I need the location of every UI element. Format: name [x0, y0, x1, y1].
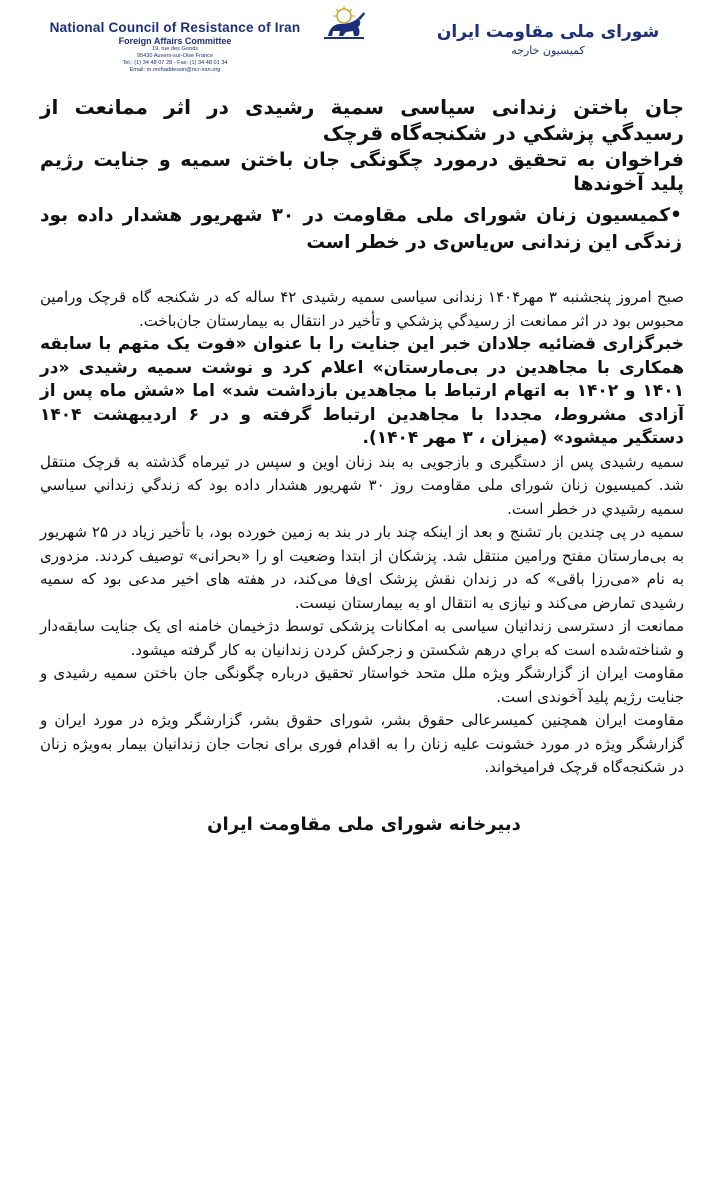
- letterhead: [0, 0, 720, 80]
- paragraph: سمیه در پی چندین بار تشنج و بعد از اینکه چند بار در بند به زمین خورده بود، با تأخیر زیاد در ۲۵ شهریور به بی‌مارستان مفتح ورامین منتقل شد. پزشکان از ابتدا وضعیت او را «بحرانی» توصیف کردند. مزدوری به نام «می‌رزا باقی» که در زندان نقش پزشک ای‌فا می‌کند، در هفته های اخیر مدعی بود که سمیه رشیدی تمارض می‌کند و نیازی به انتقال او به بیمارستان نیست.: [40, 523, 684, 612]
- paragraph: ممانعت از دسترسی زندانیان سیاسی به امکانات پزشکی توسط دژخیمان خامنه ای یک جنایت سابقه‌دار و شناخته‌شده است که براي درهم شکستن و زجرکش کردن زندانیان به کار گرفته میشود.: [40, 617, 684, 659]
- paragraph: مقاومت ایران همچنین کمیسرعالی حقوق بشر، شورای حقوق بشر، گزارشگر ویژه در مورد ایران و گزارشگر ویژه در مورد خشونت علیه زنان را به اقدام فوری برای نجات جان زندانیان بیمار به‌ویژه زنان در شکنجه‌گاه قرچک فرامیخواند.: [40, 711, 684, 776]
- letterhead-address-line: Email: m.mohaddessin@ncr-iran.org: [129, 67, 221, 73]
- letterhead-org-fa: شورای ملی مقاومت ایران: [436, 22, 660, 42]
- letterhead-address-line: 19, rue des Gonds: [151, 46, 199, 52]
- bullet-headline: •کمیسیون زنان شورای ملی مقاومت در ۳۰ شهریور هشدار داده بود زندگی این زندانی س‌یاس‌ی در خطر است: [40, 205, 683, 253]
- letterhead-english: [30, 20, 320, 74]
- paragraph: مقاومت ایران از گزارشگر ویژه ملل متحد خواستار تحقیق درباره چگونگی جان باختن سمیه رشیدی و جنایت رژیم پلید آخوندی است.: [40, 664, 684, 706]
- headline: جان باختن زندانی سیاسی سمیة رشیدی در اثر ممانعت از رسیدگي پزشکي در شکنجه‌گاه قرچک: [40, 95, 684, 145]
- paragraph: سمیه رشیدی پس از دستگیری و بازجویی به بند زنان اوین و سپس در تیرماه گذشته به قرچک منتقل شد. کمیسیون زنان شورای ملی مقاومت روز ۳۰ شهریور هشدار داده بود که زندگي زنداني سياسي سميه رشيدي در خطر است.: [40, 452, 684, 518]
- signature: دبیرخانه شورای ملی مقاومت ایران: [207, 813, 521, 835]
- bold-paragraph: خبرگزاری قضائیه جلادان خبر این جنایت را با عنوان «فوت یک متهم با سابقه همکاری با مجاهدین در بی‌مارستان» اعلام کرد و نوشت سمیه رشیدی «در ۱۴۰۱ و ۱۴۰۲ به اتهام ارتباط با مجاهدین بازداشت شد» اما «شش ماه پس از آزادی مشروط، مجددا با مجاهدین ارتباط گرفته و در ۶ اردیبهشت ۱۴۰۴ دستگیر میشود» (میزان ، ۳ مهر ۱۴۰۴).: [40, 334, 685, 448]
- letterhead-persian: [418, 22, 678, 57]
- lion-and-sun-emblem-icon: [318, 6, 370, 42]
- letterhead-address-line: Tel.: (1) 34 48 07 28 - Fax: (1) 34 48 01 34: [122, 60, 228, 66]
- letterhead-committee-fa: کمیسیون خارجه: [511, 44, 585, 57]
- letterhead-committee-en: Foreign Affairs Committee: [118, 36, 232, 46]
- letterhead-address-line: 95430 Auvers-sur-Oise France: [136, 53, 214, 59]
- document-body: [40, 94, 688, 835]
- subheadline: فراخوان به تحقیق درمورد چگونگی جان باختن سمیه و جنایت رژیم پلید آخوندها: [40, 149, 684, 195]
- letterhead-org-en: National Council of Resistance of Iran: [49, 20, 301, 35]
- paragraph: صبح امروز پنجشنبه ۳ مهر۱۴۰۴ زندانی سیاسی سمیه رشیدی ۴۲ ساله که در شکنجه گاه قرچک ورامین محبوس بود در اثر ممانعت از رسیدگي پزشکي و تأخیر در انتقال به بیمارستان جان‌باخت.: [40, 288, 684, 330]
